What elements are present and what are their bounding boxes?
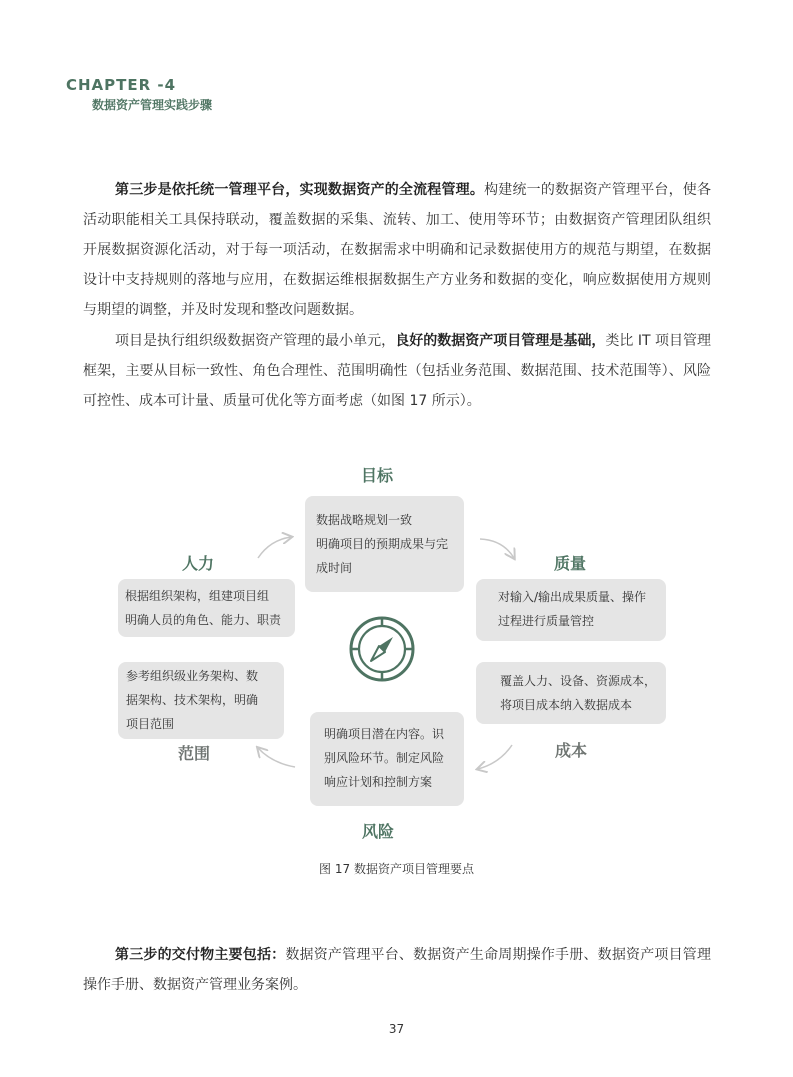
- box-people-line1: 根据组织架构，组建项目组: [125, 589, 270, 603]
- paragraph-body: 构建统一的数据资产管理平台，使各活动职能相关工具保持联动，覆盖数据的采集、流转、加工、使用等环节；由数据资产管理团队组织开展数据资源化活动，对于每一项活动，在数据需求中明确和记录数据使用方的规范与期望，在数据设计中支持规则的落地与应用，在数据运维根据数据生产方业务和数据的变化，响应数据使用方规则与期望的调整，并及时发现和整改问题数据。: [83, 182, 712, 318]
- box-cost-line2: 将项目成本纳入数据成本: [500, 698, 633, 712]
- paragraph-project-management: [83, 326, 711, 416]
- box-target-line3: 成时间: [316, 561, 353, 575]
- arrow-cost-to-risk: [478, 745, 512, 769]
- paragraph-step3-platform: [83, 175, 711, 325]
- project-management-diagram: [0, 455, 793, 855]
- box-risk-line1: 明确项目潜在内容。识: [324, 727, 445, 741]
- box-scope: [118, 662, 284, 739]
- label-risk: 风险: [362, 822, 395, 841]
- paragraph-deliverables: [83, 940, 711, 1000]
- page-number: 37: [388, 1022, 405, 1036]
- arrow-target-to-quality: [480, 539, 514, 558]
- compass-icon: [348, 615, 416, 683]
- arrow-risk-to-scope: [258, 748, 295, 767]
- label-quality: 质量: [554, 554, 587, 573]
- arrow-people-to-target: [258, 537, 291, 558]
- box-risk: [310, 712, 464, 806]
- box-scope-line1: 参考组织级业务架构、数: [126, 669, 259, 683]
- box-target-line1: 数据战略规划一致: [316, 513, 413, 527]
- chapter-label: CHAPTER -4: [66, 76, 177, 94]
- paragraph-intro: 项目是执行组织级数据资产管理的最小单元，: [115, 333, 396, 349]
- label-target: 目标: [361, 466, 394, 485]
- box-people-line2: 明确人员的角色、能力、职责: [125, 613, 282, 627]
- box-target: [305, 496, 464, 592]
- box-quality-line2: 过程进行质量管控: [498, 614, 595, 628]
- box-scope-line2: 据架构、技术架构，明确: [126, 693, 259, 707]
- chapter-subtitle: 数据资产管理实践步骤: [92, 98, 213, 112]
- chapter-header: [66, 76, 212, 114]
- paragraph-body: 数据资产管理平台、数据资产生命周期操作手册、数据资产项目管理操作手册、数据资产管理业务案例。: [83, 947, 712, 993]
- box-target-line2: 明确项目的预期成果与完: [316, 537, 449, 551]
- box-cost-line1: 覆盖人力、设备、资源成本，: [500, 674, 657, 688]
- box-scope-line3: 项目范围: [126, 717, 175, 731]
- paragraph-emphasis: 良好的数据资产项目管理是基础，: [395, 333, 606, 349]
- box-cost: [476, 662, 666, 724]
- box-risk-line3: 响应计划和控制方案: [324, 775, 433, 789]
- box-quality-line1: 对输入/输出成果质量、操作: [498, 590, 647, 604]
- figure-caption: 图 17 数据资产项目管理要点: [319, 862, 474, 876]
- box-risk-line2: 别风险环节。制定风险: [324, 751, 445, 765]
- paragraph-body: 类比 IT 项目管理框架，主要从目标一致性、角色合理性、范围明确性（包括业务范围、数据范围、技术范围等）、风险可控性、成本可计量、质量可优化等方面考虑（如图 17 所示）。: [83, 333, 712, 409]
- box-quality: [476, 579, 666, 641]
- box-people: [118, 579, 295, 637]
- paragraph-lead: 第三步的交付物主要包括：: [115, 947, 286, 963]
- paragraph-lead: 第三步是依托统一管理平台，实现数据资产的全流程管理。: [115, 182, 485, 198]
- label-cost: 成本: [555, 741, 588, 760]
- label-scope: 范围: [178, 744, 211, 763]
- label-people: 人力: [182, 554, 215, 573]
